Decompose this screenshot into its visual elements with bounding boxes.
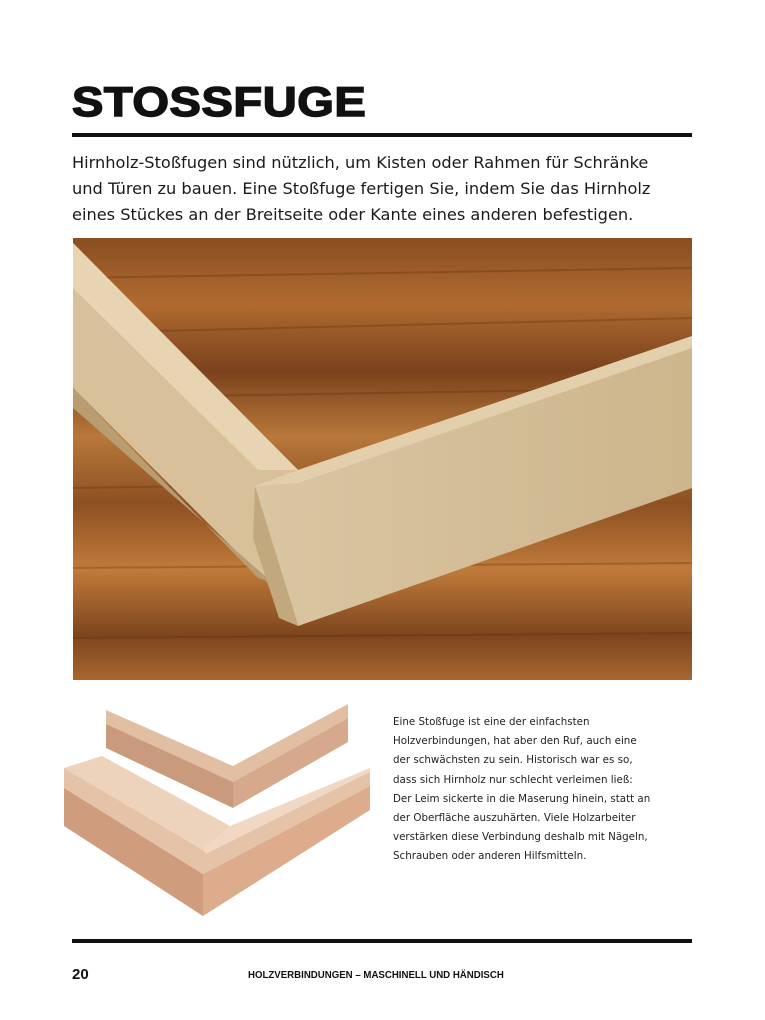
body-line: Eine Stoßfuge ist eine der einfachsten	[393, 716, 590, 728]
intro-text	[72, 150, 712, 228]
body-line: Schrauben oder anderen Hilfsmitteln.	[393, 850, 587, 863]
footer-divider	[72, 939, 692, 943]
intro-line: eines Stückes an der Breitseite oder Kante eines anderen befestigen.	[72, 205, 634, 224]
butt-joint-illustration	[58, 698, 378, 918]
body-line: verstärken diese Verbindung deshalb mit Nägeln,	[393, 831, 648, 844]
body-line: dass sich Hirnholz nur schlecht verleimen ließ:	[393, 773, 633, 786]
body-line: Holzverbindungen, hat aber den Ruf, auch eine	[393, 735, 637, 748]
page-number: 20	[72, 966, 89, 983]
title-divider	[72, 133, 692, 137]
running-footer-title: HOLZVERBINDUNGEN – MASCHINELL UND HÄNDISCH	[248, 969, 504, 981]
body-line: der schwächsten zu sein. Historisch war es so,	[393, 754, 633, 767]
intro-line: Hirnholz-Stoßfugen sind nützlich, um Kisten oder Rahmen für Schränke	[72, 153, 649, 172]
intro-line: und Türen zu bauen. Eine Stoßfuge fertigen Sie, indem Sie das Hirnholz	[72, 179, 651, 198]
page-title: STOSSFUGE	[72, 78, 367, 125]
body-text	[393, 713, 693, 867]
butt-joint-photo	[73, 238, 692, 680]
body-line: der Oberfläche auszuhärten. Viele Holzarbeiter	[393, 812, 636, 825]
body-line: Der Leim sickerte in die Maserung hinein, statt an	[393, 792, 651, 805]
